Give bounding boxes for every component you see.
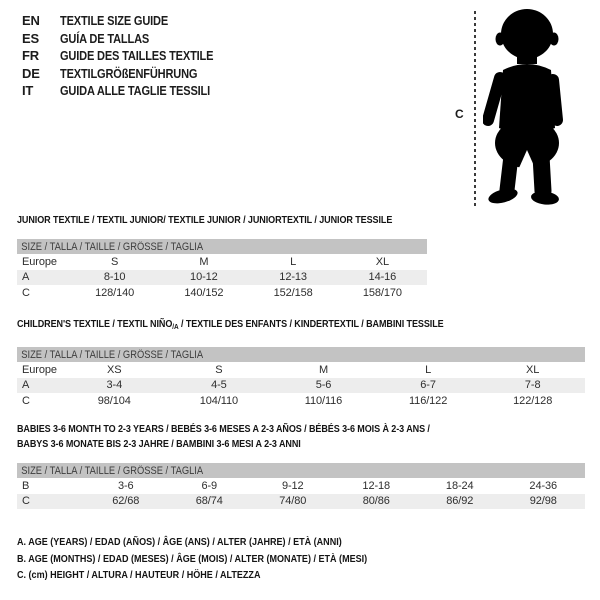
- babies-title-line1: BABIES 3-6 MONTH TO 2-3 YEARS / BEBÉS 3-6 MESES A 2-3 AÑOS / BÉBÉS 3-6 MOIS À 2-3 ANS /: [17, 423, 430, 435]
- babies-title-line2: BABYS 3-6 MONATE BIS 2-3 JAHRE / BAMBINI 3-6 MESI A 2-3 ANNI: [17, 438, 301, 450]
- lang-code: DE: [22, 65, 40, 81]
- table-cell: L: [425, 363, 432, 376]
- table-cell: 98/104: [97, 394, 131, 407]
- table-cell: 158/170: [362, 286, 402, 299]
- children-title-sub: /A: [172, 322, 179, 331]
- measure-c-label: C: [455, 107, 464, 121]
- table-cell: 3-6: [117, 479, 134, 492]
- lang-code: EN: [22, 13, 40, 29]
- table-cell: L: [290, 255, 297, 268]
- table-cell: C: [22, 495, 30, 508]
- table-cell: 140/152: [184, 286, 224, 299]
- lang-label: GUÍA DE TALLAS: [60, 30, 150, 46]
- table-cell: B: [22, 479, 30, 492]
- size-header-label: SIZE / TALLA / TAILLE / GRÖSSE / TAGLIA: [21, 348, 204, 361]
- table-row: [17, 285, 427, 301]
- lang-code: IT: [22, 83, 34, 99]
- table-cell: 80/86: [362, 495, 390, 508]
- babies-size-table: [17, 463, 585, 509]
- table-cell: XS: [107, 363, 122, 376]
- table-cell: S: [111, 255, 119, 268]
- junior-size-table: [17, 239, 427, 301]
- table-cell: 92/98: [529, 495, 557, 508]
- table-cell: 24-36: [529, 479, 558, 492]
- size-header-label: SIZE / TALLA / TAILLE / GRÖSSE / TAGLIA: [21, 240, 204, 253]
- table-cell: 7-8: [524, 379, 541, 392]
- children-title-pre: CHILDREN'S TEXTILE / TEXTIL NIÑO: [17, 318, 173, 330]
- table-cell: A: [22, 379, 30, 392]
- children-section-title: [17, 317, 444, 334]
- table-cell: 6-9: [201, 479, 218, 492]
- table-row: [17, 478, 585, 494]
- junior-section-title: JUNIOR TEXTILE / TEXTIL JUNIOR/ TEXTILE JUNIOR / JUNIORTEXTIL / JUNIOR TESSILE: [17, 214, 393, 226]
- table-row: [17, 270, 427, 286]
- table-cell: 12-13: [279, 271, 307, 284]
- table-cell: 110/116: [304, 394, 343, 407]
- lang-label: GUIDE DES TAILLES TEXTILE: [60, 48, 214, 64]
- junior-table-header-bar: [17, 239, 427, 254]
- legend-line-b: B. AGE (MONTHS) / EDAD (MESES) / ÂGE (MOIS) / ALTER (MONATE) / ETÀ (MESI): [17, 552, 368, 565]
- table-cell: 3-4: [106, 379, 123, 392]
- children-size-table: [17, 347, 585, 409]
- toddler-silhouette-image: [483, 8, 571, 208]
- measurement-legend: [17, 534, 424, 584]
- table-row: [17, 362, 585, 378]
- lang-code: ES: [22, 30, 39, 46]
- table-cell: 104/110: [199, 394, 239, 407]
- table-cell: Europe: [22, 363, 57, 376]
- table-cell: 4-5: [211, 379, 227, 392]
- table-cell: XL: [375, 255, 389, 268]
- table-cell: 14-16: [368, 271, 397, 284]
- babies-section-title: [17, 422, 430, 452]
- children-table-header-bar: [17, 347, 585, 362]
- table-cell: 9-12: [281, 479, 304, 492]
- lang-row-es: [22, 30, 240, 48]
- table-cell: C: [22, 394, 30, 407]
- table-cell: A: [22, 271, 30, 284]
- lang-label: GUIDA ALLE TAGLIE TESSILI: [60, 83, 211, 99]
- lang-label: TEXTILE SIZE GUIDE: [60, 13, 169, 29]
- lang-label: TEXTILGRÖßENFÜHRUNG: [60, 65, 198, 81]
- table-row: [17, 254, 427, 270]
- children-title-post: / TEXTILE DES ENFANTS / KINDERTEXTIL / BAMBINI TESSILE: [178, 318, 444, 330]
- table-cell: 74/80: [279, 495, 307, 508]
- legend-line-c: C. (cm) HEIGHT / ALTURA / HAUTEUR / HÖHE / ALTEZZA: [17, 569, 261, 581]
- lang-row-it: [22, 82, 240, 100]
- table-row: [17, 494, 585, 510]
- table-cell: 12-18: [362, 479, 391, 492]
- table-cell: 18-24: [445, 479, 474, 492]
- table-cell: 68/74: [195, 495, 223, 508]
- table-cell: 122/128: [513, 394, 553, 407]
- table-cell: 128/140: [95, 286, 135, 299]
- table-cell: 10-12: [190, 271, 218, 284]
- height-measure-dotted-line: [474, 11, 476, 206]
- table-cell: 6-7: [420, 379, 436, 392]
- table-row: [17, 393, 585, 409]
- table-cell: 86/92: [446, 495, 474, 508]
- legend-line-a: A. AGE (YEARS) / EDAD (AÑOS) / ÂGE (ANS) / ALTER (JAHRE) / ETÀ (ANNI): [17, 536, 342, 548]
- table-row: [17, 378, 585, 394]
- table-cell: 8-10: [103, 271, 126, 284]
- table-cell: S: [215, 363, 223, 376]
- table-cell: 116/122: [408, 394, 448, 407]
- lang-row-de: [22, 65, 240, 83]
- lang-code: FR: [22, 48, 39, 64]
- lang-row-fr: [22, 47, 240, 65]
- table-cell: XL: [526, 363, 540, 376]
- table-cell: 62/68: [112, 495, 140, 508]
- size-header-label: SIZE / TALLA / TAILLE / GRÖSSE / TAGLIA: [21, 464, 204, 477]
- table-cell: M: [318, 363, 329, 376]
- table-cell: 5-6: [315, 379, 332, 392]
- language-list: [22, 12, 240, 100]
- lang-row-en: [22, 12, 240, 30]
- babies-table-header-bar: [17, 463, 585, 478]
- table-cell: Europe: [22, 255, 57, 268]
- table-cell: M: [199, 255, 209, 268]
- table-cell: C: [22, 286, 30, 299]
- table-cell: 152/158: [273, 286, 313, 299]
